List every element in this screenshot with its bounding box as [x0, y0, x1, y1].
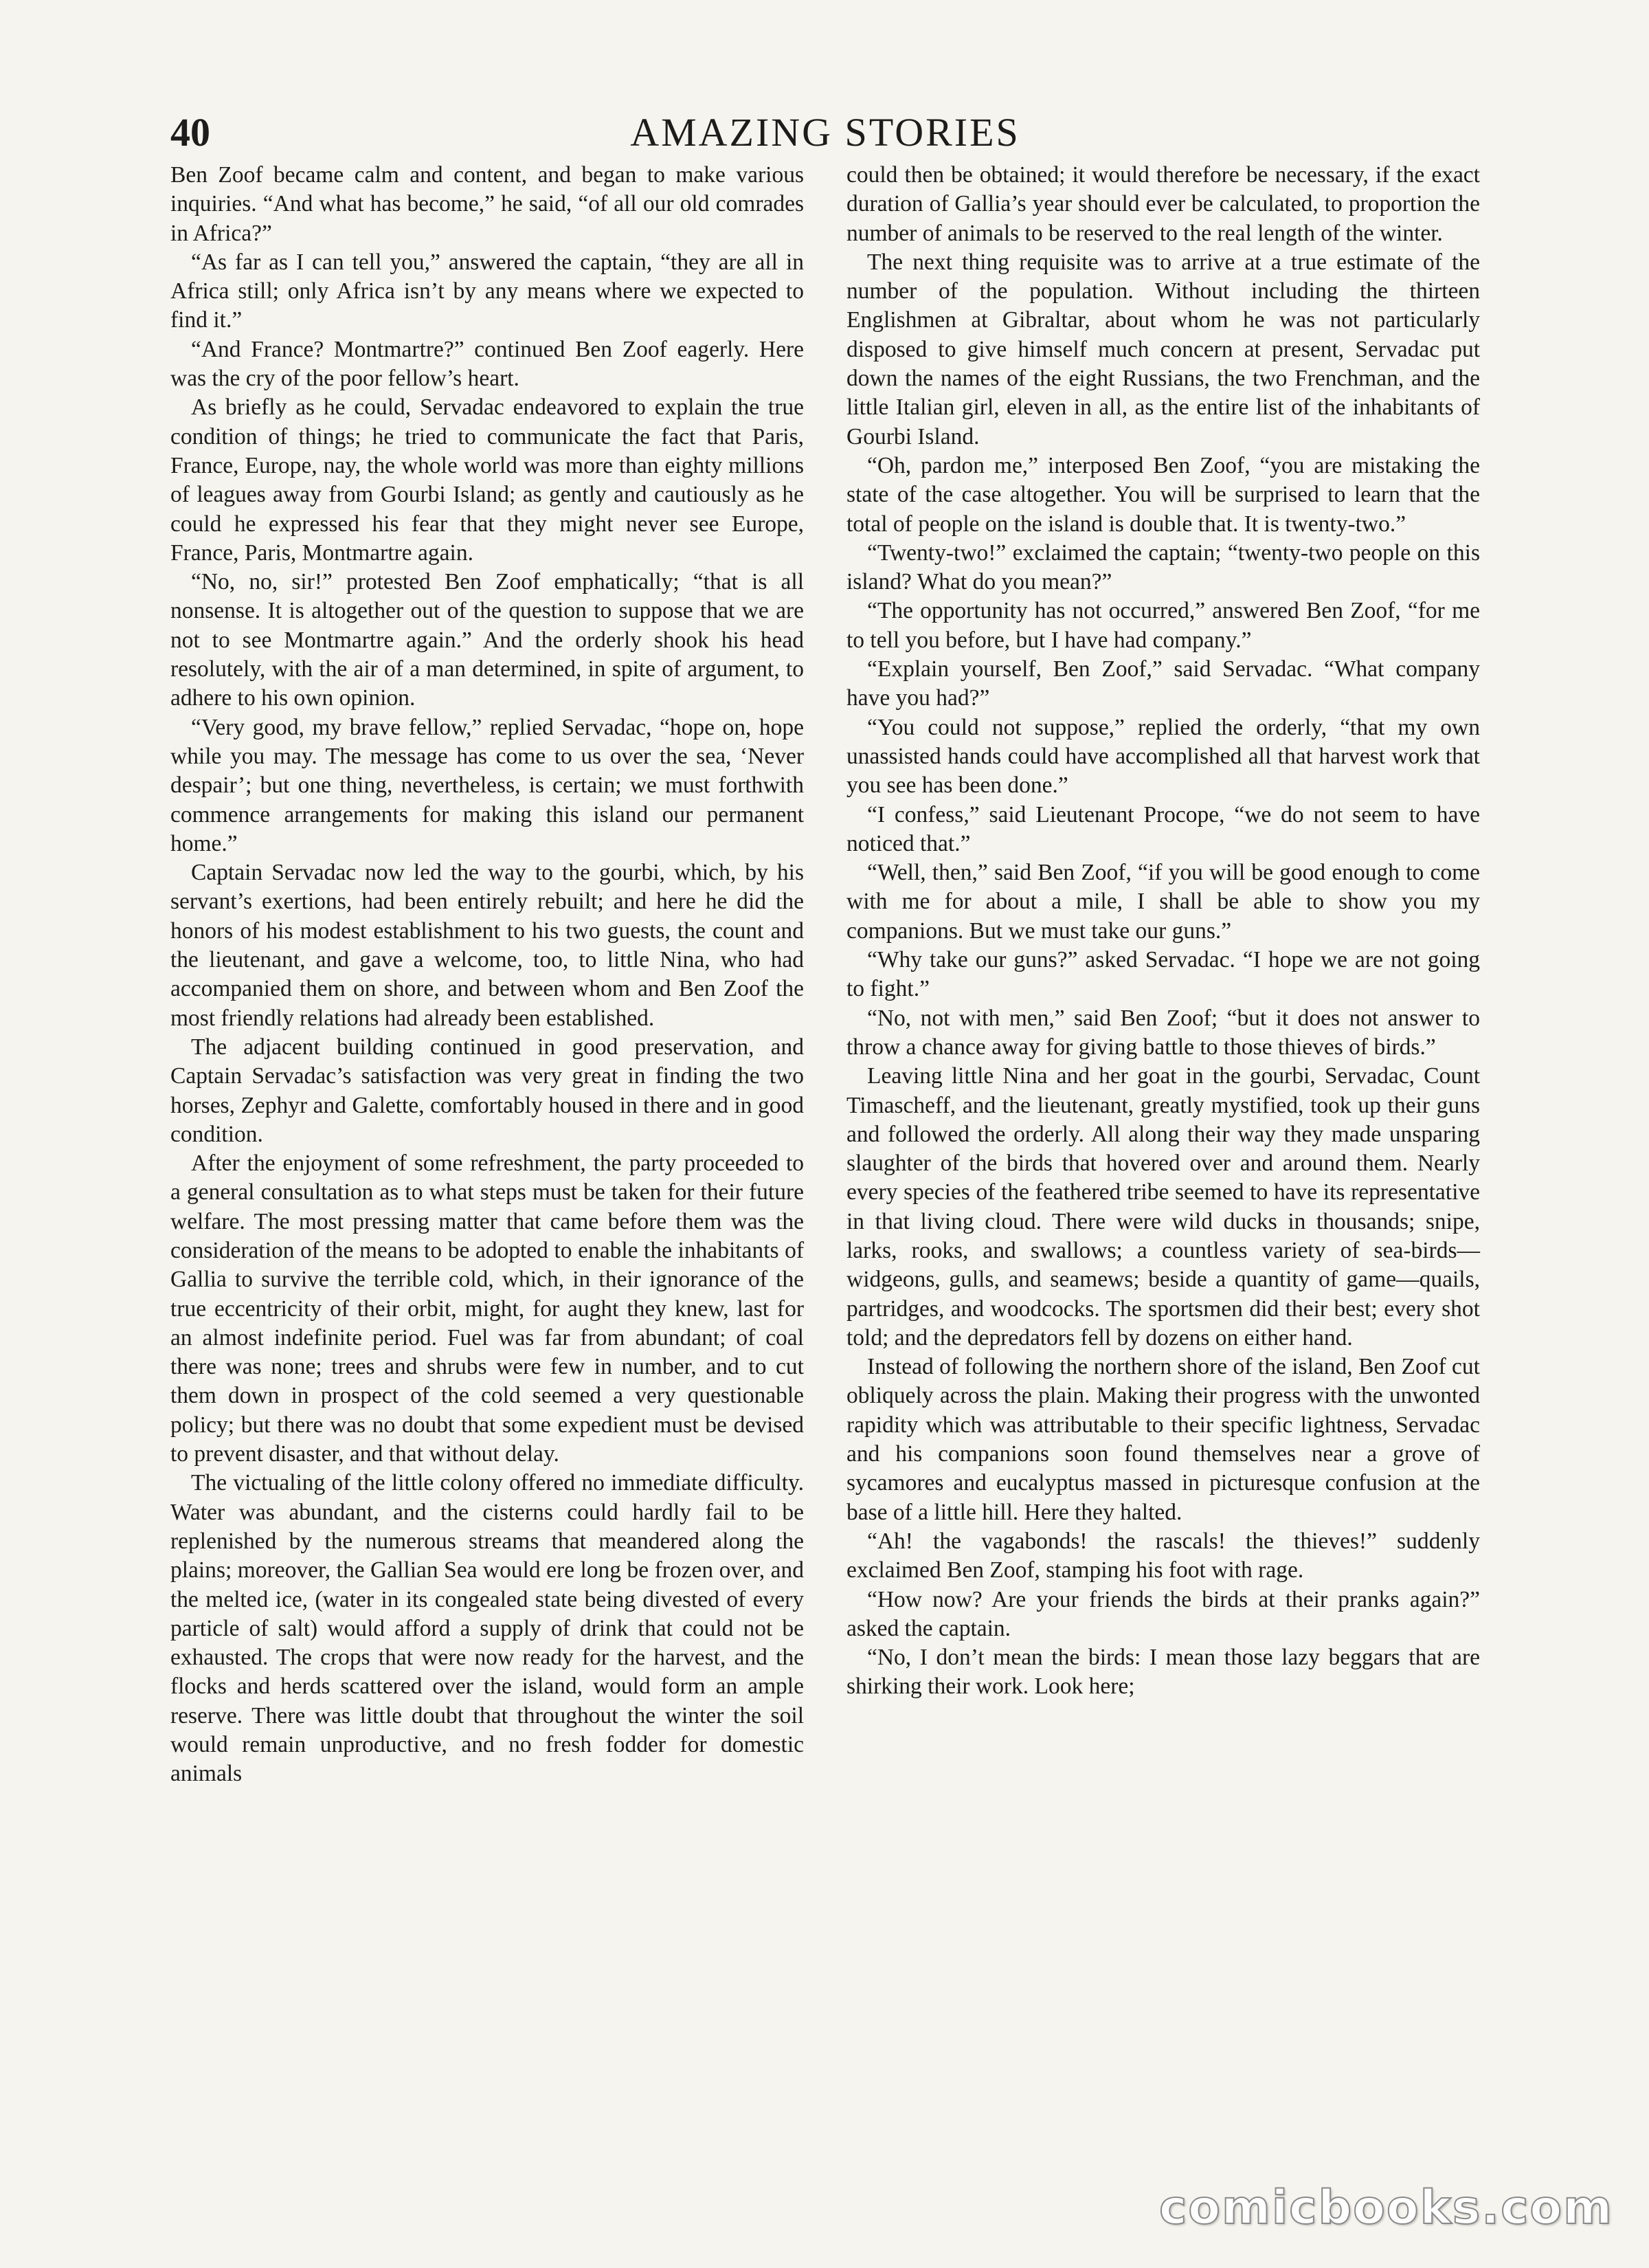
right-column [846, 161, 1480, 2154]
paragraph: “Well, then,” said Ben Zoof, “if you will be good enough to come with me for about a mile, I shall be able to show you my companions. But we must take our guns.” [846, 860, 1480, 944]
paragraph: Captain Servadac now led the way to the gourbi, which, by his servant’s exertions, had been entirely rebuilt; and here he did the honors of his modest establishment to his two guests, the count and the lieutenant, and gave a welcome, too, to little Nina, who had accompanied them on shore, and between whom and Ben Zoof the most friendly relations had already been established. [170, 860, 804, 1031]
paragraph: “No, not with men,” said Ben Zoof; “but it does not answer to throw a chance away for giving battle to those thieves of birds.” [846, 1005, 1480, 1060]
paragraph: “Ah! the vagabonds! the rascals! the thieves!” suddenly exclaimed Ben Zoof, stamping his foot with rage. [846, 1528, 1480, 1583]
paragraph: “Explain yourself, Ben Zoof,” said Servadac. “What company have you had?” [846, 656, 1480, 711]
page-number: 40 [170, 110, 210, 155]
paragraph: “Twenty-two!” exclaimed the captain; “twenty-two people on this island? What do you mean?” [846, 540, 1480, 595]
paragraph: “No, no, sir!” protested Ben Zoof emphatically; “that is all nonsense. It is altogether out of the question to suppose that we are not to see Montmartre again.” And the orderly shook his head resolutely, with the air of a man determined, in spite of argument, to adhere to his own opinion. [170, 569, 804, 711]
paragraph: “Why take our guns?” asked Servadac. “I hope we are not going to fight.” [846, 947, 1480, 1002]
paragraph: “The opportunity has not occurred,” answered Ben Zoof, “for me to tell you before, but I have had company.” [846, 598, 1480, 653]
paragraph: As briefly as he could, Servadac endeavored to explain the true condition of things; he tried to communicate the fact that Paris, France, Europe, nay, the whole world was more than eighty millions of leagues away from Gourbi Island; as gently and cautiously as he could he expressed his fear that they might never see Europe, France, Paris, Montmartre again. [170, 394, 804, 566]
paragraph: “No, I don’t mean the birds: I mean those lazy beggars that are shirking their work. Look here; [846, 1645, 1480, 1700]
paragraph: could then be obtained; it would therefore be necessary, if the exact duration of Gallia’s year should ever be calculated, to proportion the number of animals to be reserved to the real length of the winter. [846, 162, 1480, 246]
paragraph: The next thing requisite was to arrive at a true estimate of the number of the population. Without including the thirteen Englishmen at Gibraltar, about whom he was not particularly disposed to give himself much concern at present, Servadac put down the names of the eight Russians, the two Frenchman, and the little Italian girl, eleven in all, as the entire list of the inhabitants of Gourbi Island. [846, 249, 1480, 449]
left-column [170, 161, 804, 2154]
paragraph: “And France? Montmartre?” continued Ben Zoof eagerly. Here was the cry of the poor fellow’s heart. [170, 336, 804, 392]
text-columns [170, 161, 1480, 2154]
paragraph: “Oh, pardon me,” interposed Ben Zoof, “you are mistaking the state of the case altogether. You will be surprised to learn that the total of people on the island is double that. It is twenty-two.” [846, 452, 1480, 537]
paragraph: The adjacent building continued in good preservation, and Captain Servadac’s satisfaction was very great in finding the two horses, Zephyr and Galette, comfortably housed in there and in good condition. [170, 1034, 804, 1147]
running-title: AMAZING STORIES [630, 110, 1020, 155]
page-header [170, 102, 1480, 164]
watermark-logo: comicbooks.com [1158, 2181, 1613, 2235]
paragraph: Leaving little Nina and her goat in the gourbi, Servadac, Count Timascheff, and the lieutenant, greatly mystified, took up their guns and followed the orderly. All along their way they made unsparing slaughter of the birds that hovered over and around them. Nearly every species of the feathered tribe seemed to have its representative in that living cloud. There were wild ducks in thousands; snipe, larks, rooks, and swallows; a countless variety of sea-birds—widgeons, gulls, and seamews; beside a quantity of game—quails, partridges, and woodcocks. The sportsmen did their best; every shot told; and the depredators fell by dozens on either hand. [846, 1063, 1480, 1350]
paragraph: The victualing of the little colony offered no immediate difficulty. Water was abundant, and the cisterns could hardly fail to be replenished by the numerous streams that meandered along the plains; moreover, the Gallian Sea would ere long be frozen over, and the melted ice, (water in its congealed state being divested of every particle of salt) would afford a supply of drink that could not be exhausted. The crops that were now ready for the harvest, and the flocks and herds scattered over the island, would form an ample reserve. There was little doubt that throughout the winter the soil would remain unproductive, and no fresh fodder for domestic animals [170, 1470, 804, 1787]
paragraph: “As far as I can tell you,” answered the captain, “they are all in Africa still; only Africa isn’t by any means where we expected to find it.” [170, 249, 804, 333]
paragraph: After the enjoyment of some refreshment, the party proceeded to a general consultation as to what steps must be taken for their future welfare. The most pressing matter that came before them was the consideration of the means to be adopted to enable the inhabitants of Gallia to survive the terrible cold, which, in their ignorance of the true eccentricity of their orbit, might, for aught they knew, last for an almost indefinite period. Fuel was far from abundant; of coal there was none; trees and shrubs were few in number, and to cut them down in prospect of the cold seemed a very questionable policy; but there was no doubt that some expedient must be devised to prevent disaster, and that without delay. [170, 1150, 804, 1467]
paragraph: “Very good, my brave fellow,” replied Servadac, “hope on, hope while you may. The message has come to us over the sea, ‘Never despair’; but one thing, nevertheless, is certain; we must forthwith commence arrangements for making this island our permanent home.” [170, 714, 804, 856]
paragraph: “You could not suppose,” replied the orderly, “that my own unassisted hands could have accomplished all that harvest work that you see has been done.” [846, 714, 1480, 799]
paragraph: “I confess,” said Lieutenant Procope, “we do not seem to have noticed that.” [846, 801, 1480, 856]
paragraph: Ben Zoof became calm and content, and began to make various inquiries. “And what has become,” he said, “of all our old comrades in Africa?” [170, 162, 804, 246]
paragraph: Instead of following the northern shore of the island, Ben Zoof cut obliquely across the plain. Making their progress with the unwonted rapidity which was attributable to their specific lightness, Servadac and his companions soon found themselves near a grove of sycamores and eucalyptus massed in picturesque confusion at the base of a little hill. Here they halted. [846, 1354, 1480, 1525]
paragraph: “How now? Are your friends the birds at their pranks again?” asked the captain. [846, 1586, 1480, 1641]
